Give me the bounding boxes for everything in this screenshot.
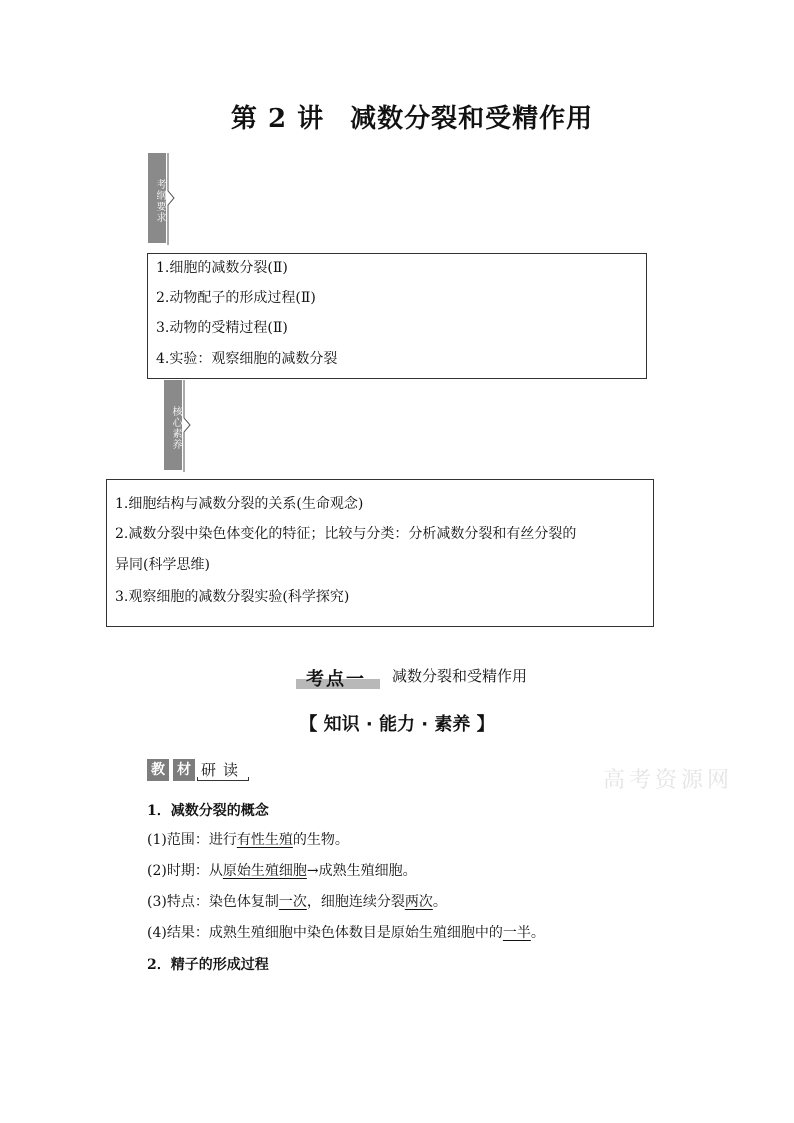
lecture-title: 减数分裂和受精作用: [350, 104, 594, 134]
core-literacy-box: [106, 479, 654, 627]
textbook-study-badge: 教 材 研 读: [147, 759, 257, 781]
page-title: [0, 98, 794, 135]
tab-bracket-icon: [166, 153, 180, 245]
list-item: 3.动物的受精过程(Ⅱ): [156, 320, 288, 336]
subheading: 1．减数分裂的概念: [147, 803, 269, 819]
tab-bracket-icon: [182, 380, 196, 472]
exam-requirements-tab: 考纲要求: [148, 153, 166, 243]
core-literacy-tab: 核心素养: [164, 380, 182, 470]
content-line: (1)范围：进行有性生殖的生物。: [147, 832, 349, 848]
list-item: 异同(科学思维): [115, 557, 210, 573]
lecture-number: 第 2 讲: [230, 104, 325, 134]
content-line: (3)特点：染色体复制一次，细胞连续分裂两次。: [147, 894, 447, 910]
list-item: 4.实验：观察细胞的减数分裂: [156, 351, 338, 367]
exam-requirements-box: [147, 253, 647, 379]
section-heading: 【 知识 · 能力 · 素养 】: [299, 714, 495, 735]
content-line: (2)时期：从原始生殖细胞→成熟生殖细胞。: [147, 863, 417, 879]
list-item: 1.细胞的减数分裂(Ⅱ): [156, 260, 288, 276]
subheading: 2．精子的形成过程: [147, 957, 269, 973]
content-line: (4)结果：成熟生殖细胞中染色体数目是原始生殖细胞中的一半。: [147, 925, 545, 941]
watermark: 高考资源网: [603, 768, 734, 793]
list-item: 2.减数分裂中染色体变化的特征；比较与分类：分析减数分裂和有丝分裂的: [115, 526, 577, 542]
list-item: 3.观察细胞的减数分裂实验(科学探究): [115, 589, 350, 605]
list-item: 1.细胞结构与减数分裂的关系(生命观念): [115, 496, 364, 512]
list-item: 2.动物配子的形成过程(Ⅱ): [156, 290, 316, 306]
topic-title: 减数分裂和受精作用: [392, 667, 528, 685]
topic-label: 考点一: [296, 665, 380, 689]
